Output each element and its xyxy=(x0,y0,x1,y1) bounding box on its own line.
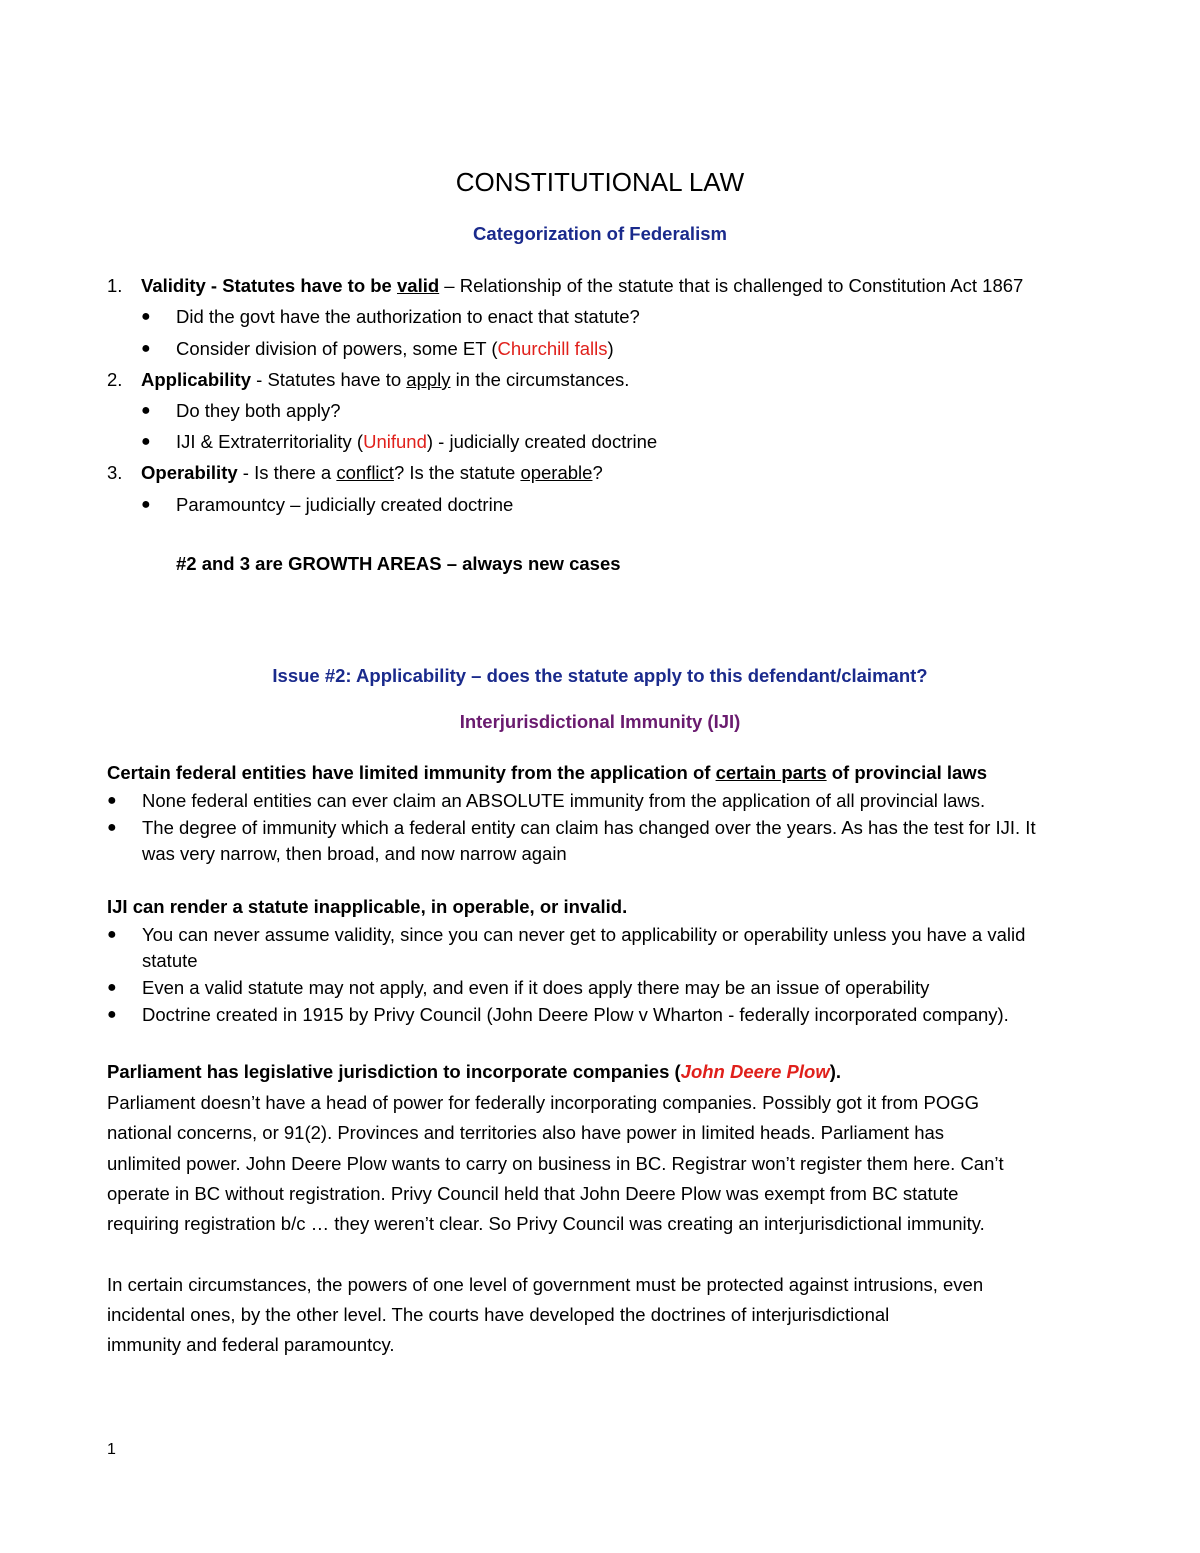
bullet-icon: ● xyxy=(141,340,151,357)
document-subtitle: Categorization of Federalism xyxy=(473,223,727,244)
paragraph-line: incidental ones, by the other level. The courts have developed the doctrines of interjurisdictional xyxy=(107,1304,890,1325)
bullet-icon: ● xyxy=(141,496,151,513)
document-title: CONSTITUTIONAL LAW xyxy=(455,167,745,197)
bullet-icon: ● xyxy=(141,308,151,325)
bullet-icon: ● xyxy=(107,979,117,996)
item-number: 2. xyxy=(107,369,123,390)
section-heading: Parliament has legislative jurisdiction to incorporate companies (John Deere Plow). xyxy=(107,1061,842,1082)
issue-heading: Issue #2: Applicability – does the statute apply to this defendant/claimant? xyxy=(272,665,928,686)
paragraph-line: immunity and federal paramountcy. xyxy=(107,1334,395,1355)
paragraph-line: unlimited power. John Deere Plow wants to carry on business in BC. Registrar won’t register them here. Can’t xyxy=(107,1153,1004,1174)
document-page: CONSTITUTIONAL LAW Categorization of Federalism 1. Validity - Statutes have to be valid – Relationship of the statute that is challenged to Constitution Act 1867 ● Did the govt have the authorization to enact that statute? ● Consider division of powers, some ET (Churchill falls) 2. Applicability - Statutes have to apply in the circumstances. ● Do they both apply? ● IJI & Extraterritoriality (Unifund) - judicially created doctrine 3. Operability - Is there a conflict? Is the statute operable? ● Paramountcy – judicially created doctrine #2 and 3 are GROWTH AREAS – always new cases Issue #2: Applicability – does the statute apply to this defendant/claimant? Interjurisdictional Immunity (IJI) Certain federal entities have limited immunity from the application of certain parts of provincial laws ● None federal entities can ever claim an ABSOLUTE immunity from the application of all provincial laws. ● The degree of immunity which a federal entity can claim has changed over the years. As has the test for IJI. It was very narrow, then broad, and now narrow again IJI can render a statute inapplicable, in operable, or invalid. ● You can never assume validity, since you can never get to applicability or operability unless you have a valid statute ● Even a valid statute may not apply, and even if it does apply there may be an issue of operability ● Doctrine created in 1915 by Privy Council (John Deere Plow v Wharton - federally incorporated company). Parliament has legislative jurisdiction to incorporate companies (John Deere Plow). Parliament doesn’t have a head of power for federally incorporating companies. Possibly got it from POGG national concerns, or 91(2). Provinces and territories also have power in limited heads. Parliament has unlimited power. John Deere Plow wants to carry on business in BC. Registrar won’t register them here. Can’t operate in BC without registration. Privy Council held that John Deere Plow was exempt from BC statute requiring registration b/c … they weren’t clear. So Privy Council was creating an interjurisdictional immunity. In certain circumstances, the powers of one level of government must be protected against intrusions, even incidental ones, by the other level. The courts have developed the doctrines of interjurisdictional immunity and federal paramountcy. 1 xyxy=(0,0,1200,1553)
bullet-icon: ● xyxy=(141,402,151,419)
item-number: 1. xyxy=(107,275,123,296)
item-heading: Applicability xyxy=(141,369,251,390)
bullet-icon: ● xyxy=(141,433,151,450)
bullet-icon: ● xyxy=(107,792,117,809)
case-name: Churchill falls xyxy=(497,338,608,359)
case-name: John Deere Plow xyxy=(680,1061,830,1082)
paragraph-line: national concerns, or 91(2). Provinces and territories also have power in limited heads. Parliament has xyxy=(107,1122,945,1143)
growth-note: #2 and 3 are GROWTH AREAS – always new cases xyxy=(176,553,621,574)
bullet-icon: ● xyxy=(107,819,117,836)
bullet-icon: ● xyxy=(107,1006,117,1023)
section-heading: IJI can render a statute inapplicable, in operable, or invalid. xyxy=(107,896,628,917)
section-heading: Certain federal entities have limited immunity from the application of certain parts of provincial laws xyxy=(107,762,987,783)
item-heading: Validity xyxy=(141,275,206,296)
paragraph-line: In certain circumstances, the powers of one level of government must be protected against intrusions, even xyxy=(107,1274,984,1295)
case-name: Unifund xyxy=(363,431,427,452)
paragraph-line: requiring registration b/c … they weren’t clear. So Privy Council was creating an interjurisdictional immunity. xyxy=(107,1213,985,1234)
iji-heading: Interjurisdictional Immunity (IJI) xyxy=(459,711,741,732)
paragraph-line: operate in BC without registration. Privy Council held that John Deere Plow was exempt from BC statute xyxy=(107,1183,959,1204)
page-number: 1 xyxy=(107,1441,116,1458)
item-number: 3. xyxy=(107,462,123,483)
bullet-icon: ● xyxy=(107,926,117,943)
item-heading: Operability xyxy=(141,462,238,483)
paragraph-line: Parliament doesn’t have a head of power for federally incorporating companies. Possibly got it from POGG xyxy=(107,1092,979,1113)
